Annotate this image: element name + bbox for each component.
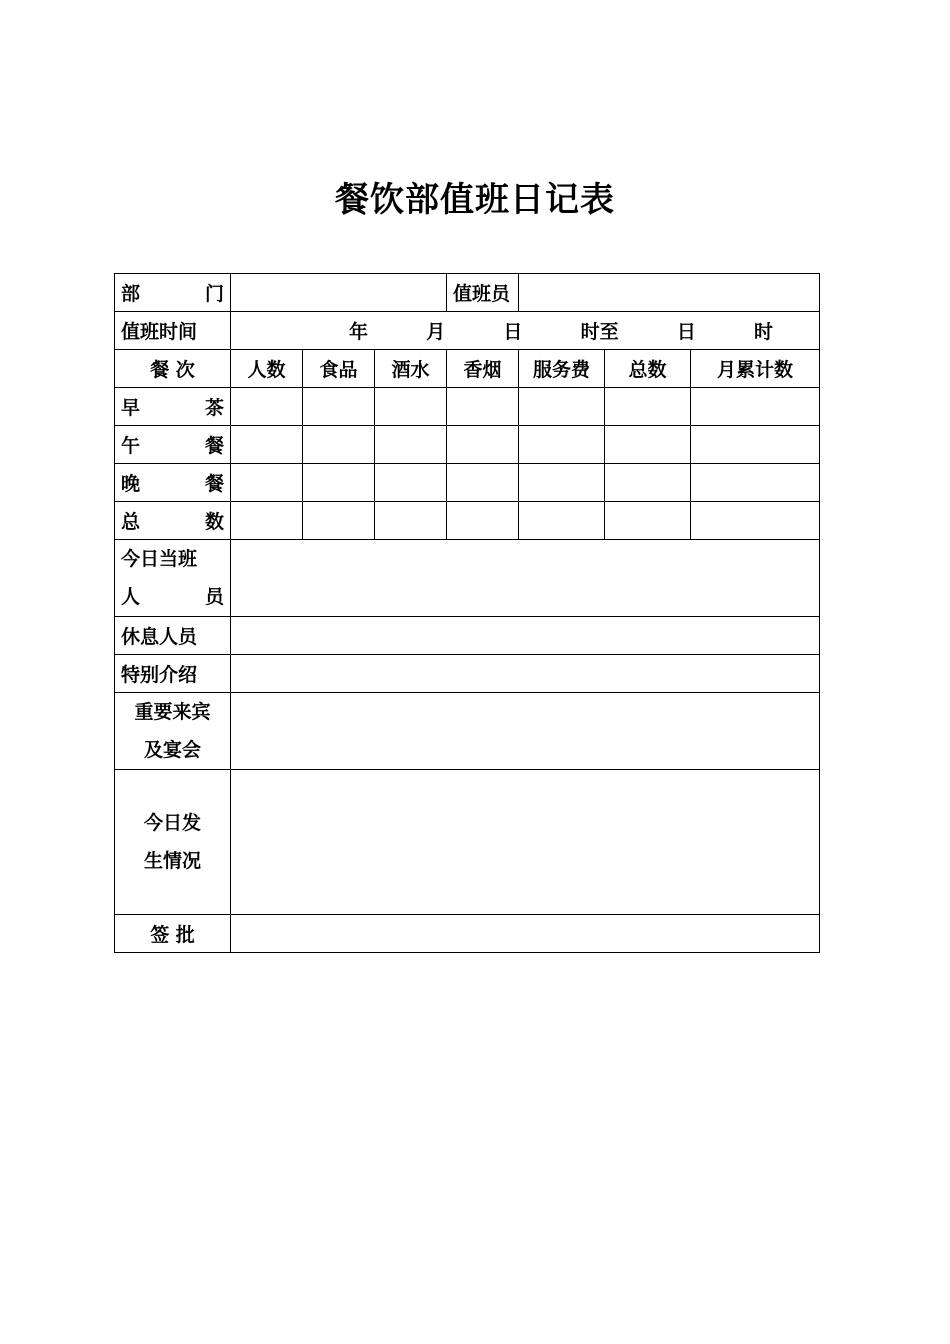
rest-staff-label: 休息人员 xyxy=(115,617,231,655)
col-header-cigarettes: 香烟 xyxy=(447,350,519,388)
row-special-notes xyxy=(115,655,820,693)
cell-total[interactable] xyxy=(605,388,691,426)
hour-end-label: 时 xyxy=(754,321,774,343)
dept-label: 部 门 xyxy=(115,274,231,312)
cell-service-fee[interactable] xyxy=(519,502,605,540)
cell-food[interactable] xyxy=(303,502,375,540)
cell-cigarettes[interactable] xyxy=(447,388,519,426)
row-vip-banquets xyxy=(115,693,820,770)
cell-service-fee[interactable] xyxy=(519,464,605,502)
row-morning-tea xyxy=(115,388,820,426)
cell-drinks[interactable] xyxy=(375,426,447,464)
cell-people[interactable] xyxy=(231,464,303,502)
cell-monthly-total[interactable] xyxy=(691,388,820,426)
duty-person-field[interactable] xyxy=(519,274,820,312)
cell-cigarettes[interactable] xyxy=(447,464,519,502)
cell-monthly-total[interactable] xyxy=(691,426,820,464)
cell-monthly-total[interactable] xyxy=(691,464,820,502)
daily-events-field[interactable] xyxy=(231,770,820,915)
meal-row-label: 早 茶 xyxy=(115,388,231,426)
cell-service-fee[interactable] xyxy=(519,426,605,464)
special-notes-field[interactable] xyxy=(231,655,820,693)
on-duty-staff-field[interactable] xyxy=(231,540,820,617)
cell-people[interactable] xyxy=(231,426,303,464)
cell-total[interactable] xyxy=(605,464,691,502)
row-lunch xyxy=(115,426,820,464)
row-columns-header xyxy=(115,350,820,388)
cell-food[interactable] xyxy=(303,426,375,464)
col-header-drinks: 酒水 xyxy=(375,350,447,388)
cell-drinks[interactable] xyxy=(375,388,447,426)
daily-events-label xyxy=(115,770,231,915)
duty-person-label: 值班员 xyxy=(447,274,519,312)
vip-banquets-field[interactable] xyxy=(231,693,820,770)
col-header-service-fee: 服务费 xyxy=(519,350,605,388)
vip-label-line1: 重要来宾 xyxy=(134,701,211,723)
on-duty-label-line1: 今日当班 xyxy=(121,548,198,570)
row-duty-time xyxy=(115,312,820,350)
events-label-line1: 今日发 xyxy=(143,812,201,834)
meal-row-label: 晚 餐 xyxy=(115,464,231,502)
cell-food[interactable] xyxy=(303,388,375,426)
row-approval xyxy=(115,915,820,953)
vip-banquets-label xyxy=(115,693,231,770)
meal-row-label: 午 餐 xyxy=(115,426,231,464)
vip-label-line2: 及宴会 xyxy=(143,739,201,761)
day-label: 日 xyxy=(503,321,523,343)
cell-monthly-total[interactable] xyxy=(691,502,820,540)
col-header-total: 总数 xyxy=(605,350,691,388)
dept-field[interactable] xyxy=(231,274,447,312)
row-dinner xyxy=(115,464,820,502)
special-notes-label: 特别介绍 xyxy=(115,655,231,693)
cell-cigarettes[interactable] xyxy=(447,426,519,464)
rest-staff-field[interactable] xyxy=(231,617,820,655)
approval-field[interactable] xyxy=(231,915,820,953)
duty-time-label: 值班时间 xyxy=(115,312,231,350)
meal-row-label: 总 数 xyxy=(115,502,231,540)
day-end-label: 日 xyxy=(676,321,696,343)
duty-time-field[interactable] xyxy=(231,312,820,350)
on-duty-label-line2: 人 员 xyxy=(121,586,224,608)
col-header-food: 食品 xyxy=(303,350,375,388)
cell-cigarettes[interactable] xyxy=(447,502,519,540)
row-department xyxy=(115,274,820,312)
cell-people[interactable] xyxy=(231,502,303,540)
row-on-duty-staff xyxy=(115,540,820,617)
on-duty-staff-label xyxy=(115,540,231,617)
meal-label: 餐 次 xyxy=(115,350,231,388)
col-header-monthly-total: 月累计数 xyxy=(691,350,820,388)
cell-total[interactable] xyxy=(605,502,691,540)
cell-drinks[interactable] xyxy=(375,502,447,540)
cell-food[interactable] xyxy=(303,464,375,502)
col-header-people: 人数 xyxy=(231,350,303,388)
month-label: 月 xyxy=(426,321,446,343)
cell-drinks[interactable] xyxy=(375,464,447,502)
row-daily-events xyxy=(115,770,820,915)
year-label: 年 xyxy=(349,321,369,343)
duty-log-table xyxy=(114,273,820,953)
events-label-line2: 生情况 xyxy=(143,850,201,872)
page-title: 餐饮部值班日记表 xyxy=(335,180,615,220)
cell-total[interactable] xyxy=(605,426,691,464)
cell-service-fee[interactable] xyxy=(519,388,605,426)
row-rest-staff xyxy=(115,617,820,655)
approval-label: 签 批 xyxy=(115,915,231,953)
hour-to-label: 时至 xyxy=(580,321,619,343)
row-totals xyxy=(115,502,820,540)
cell-people[interactable] xyxy=(231,388,303,426)
